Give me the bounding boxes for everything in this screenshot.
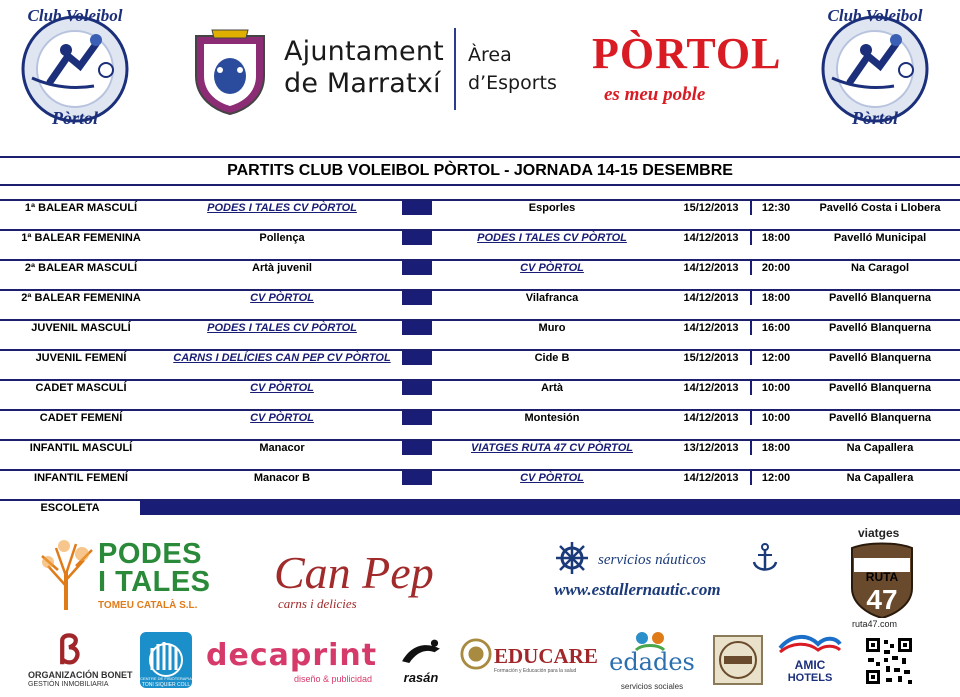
match-home-team: PODES I TALES CV PÒRTOL [162,321,402,335]
club-logo-left [10,4,140,134]
escoleta-row [0,499,960,517]
match-away-team: Artà [432,381,672,395]
match-home-team: Manacor B [162,471,402,485]
match-time: 18:00 [752,441,800,455]
match-date: 14/12/2013 [672,411,750,425]
match-row [0,259,960,277]
match-category: CADET FEMENÍ [0,411,162,425]
amic-line2: HOTELS [787,672,833,684]
educare-subtitle: Formación y Educación para la salud [494,668,577,674]
match-time: 16:00 [752,321,800,335]
portol-brand-slogan: es meu poble [604,84,706,105]
hands-logo-icon [138,630,194,690]
match-date: 14/12/2013 [672,321,750,335]
match-home-team: CARNS I DELÍCIES CAN PEP CV PÒRTOL [162,351,402,365]
match-category: 1ª BALEAR MASCULÍ [0,201,162,215]
club-logo-right [810,4,940,134]
match-category: INFANTIL FEMENÍ [0,471,162,485]
club-logo-text-bottom: Pòrtol [851,108,898,128]
ajuntament-name-line2: de Marratxí [284,68,441,99]
match-time: 10:00 [752,411,800,425]
sponsor-educare [460,630,598,694]
match-away-team: CV PÒRTOL [432,471,672,485]
ruta-badge-line2: 47 [866,584,898,615]
match-date: 14/12/2013 [672,471,750,485]
match-date: 15/12/2013 [672,201,750,215]
canpep-subtitle: carns i delicies [278,596,357,611]
match-away-team: Esporles [432,201,672,215]
match-category: JUVENIL FEMENÍ [0,351,162,365]
fisio-line2: TONI SIQUIER COLL [141,682,191,688]
match-time: 10:00 [752,381,800,395]
beta-logo-icon [52,632,86,666]
match-time: 12:30 [752,201,800,215]
match-category: 1ª BALEAR FEMENINA [0,231,162,245]
match-venue: Pavelló Blanquerna [800,321,960,335]
match-home-team: Manacor [162,441,402,455]
educare-circle-icon [460,638,492,670]
sponsor-arrom [712,630,764,694]
match-venue: Pavelló Costa i Llobera [800,201,960,215]
marratxi-shield-icon [190,26,270,116]
sponsor-edades [604,630,700,694]
sponsor-servicios-nauticos [550,538,790,608]
tree-icon [36,536,96,612]
match-away-team: Montesión [432,411,672,425]
match-category: 2ª BALEAR MASCULÍ [0,261,162,275]
match-row [0,229,960,247]
match-row [0,199,960,217]
match-date: 14/12/2013 [672,291,750,305]
portol-brand-logo [590,28,780,108]
match-away-team: Vilafranca [432,291,672,305]
sponsor-ruta-47 [838,526,928,634]
match-row [0,469,960,487]
bonet-line1: ORGANIZACIÓN BONET [28,670,133,680]
match-venue: Pavelló Municipal [800,231,960,245]
match-time: 12:00 [752,351,800,365]
sponsor-rasan [396,630,446,694]
qr-code[interactable] [864,630,914,694]
fisio-line1: CENTRE DE FISIOTERAPIA [140,676,192,681]
match-category: CADET MASCULÍ [0,381,162,395]
match-home-team: CV PÒRTOL [162,411,402,425]
match-date: 14/12/2013 [672,231,750,245]
match-category: INFANTIL MASCULÍ [0,441,162,455]
sponsor-decaprint [206,630,376,694]
nautic-website[interactable]: www.estallernautic.com [554,580,721,599]
match-away-team: Muro [432,321,672,335]
decaprint-subtitle: diseño & publicidad [294,674,373,684]
match-date: 15/12/2013 [672,351,750,365]
educare-title: EDUCARE [494,644,598,668]
ruta-url[interactable]: ruta47.com [852,619,898,629]
match-home-team: Pollença [162,231,402,245]
ship-wheel-icon [554,540,590,576]
match-category: 2ª BALEAR FEMENINA [0,291,162,305]
qr-code-icon [864,636,914,686]
match-venue: Pavelló Blanquerna [800,291,960,305]
area-line1: Àrea [468,44,512,66]
match-time: 20:00 [752,261,800,275]
match-time: 18:00 [752,291,800,305]
escoleta-label: ESCOLETA [0,501,140,515]
ruta-badge-line1: RUTA [865,570,899,584]
match-category: JUVENIL MASCULÍ [0,321,162,335]
sponsor-podes-i-tales [36,536,246,616]
ajuntament-divider [454,28,456,110]
canpep-title: Can Pep [274,547,434,598]
sponsor-centre-fisioterapia [138,630,194,694]
match-date: 14/12/2013 [672,261,750,275]
amic-line1: AMIC [794,658,826,672]
match-home-team: Artà juvenil [162,261,402,275]
rasan-title: rasán [403,670,439,685]
match-venue: Na Capallera [800,441,960,455]
ruta-top: viatges [858,526,900,540]
bonet-line2: GESTIÓN INMOBILIARIA [28,681,109,688]
match-away-team: VIATGES RUTA 47 CV PÒRTOL [432,441,672,455]
area-line2: d’Esports [468,72,557,94]
sponsor-organizacion-bonet [28,630,133,694]
schedule-title-bar [0,156,960,186]
club-logo-text-top: Club Voleibol [827,6,923,25]
club-logo-text-bottom: Pòrtol [51,108,98,128]
match-home-team: PODES I TALES CV PÒRTOL [162,201,402,215]
match-venue: Pavelló Blanquerna [800,351,960,365]
match-venue: Pavelló Blanquerna [800,411,960,425]
match-row [0,439,960,457]
match-home-team: CV PÒRTOL [162,381,402,395]
row-band [0,501,960,515]
match-away-team: PODES I TALES CV PÒRTOL [432,231,672,245]
match-row [0,409,960,427]
match-row [0,319,960,337]
match-away-team: CV PÒRTOL [432,261,672,275]
sponsor-amic-hotels [778,630,842,694]
ajuntament-name-line1: Ajuntament [284,36,444,67]
podes-line2: I TALES [98,566,211,598]
match-row [0,289,960,307]
match-row [0,349,960,367]
match-time: 12:00 [752,471,800,485]
swimmer-icon [396,636,446,672]
portol-brand-title: PÒRTOL [592,29,782,78]
edades-title: edades [609,648,695,676]
match-home-team: CV PÒRTOL [162,291,402,305]
wave-icon [778,632,842,656]
match-row [0,379,960,397]
nautic-line1: servicios náuticos [598,552,706,568]
match-venue: Na Capallera [800,471,960,485]
match-time: 18:00 [752,231,800,245]
ajuntament-logo [190,22,570,122]
schedule-title: PARTITS CLUB VOLEIBOL PÒRTOL - JORNADA 14-15 DESEMBRE [227,162,733,179]
match-venue: Na Caragol [800,261,960,275]
anchor-icon [750,542,780,574]
match-date: 13/12/2013 [672,441,750,455]
decaprint-title: decaprint [206,638,378,673]
match-away-team: Cide B [432,351,672,365]
club-logo-text-top: Club Voleibol [27,6,123,25]
match-venue: Pavelló Blanquerna [800,381,960,395]
edades-subtitle: servicios sociales [620,682,684,691]
podes-line3: TOMEU CATALÀ S.L. [98,600,198,611]
arrom-badge-icon [712,634,764,686]
sponsor-can-pep [270,546,480,616]
match-date: 14/12/2013 [672,381,750,395]
podes-line1: PODES [98,538,203,570]
